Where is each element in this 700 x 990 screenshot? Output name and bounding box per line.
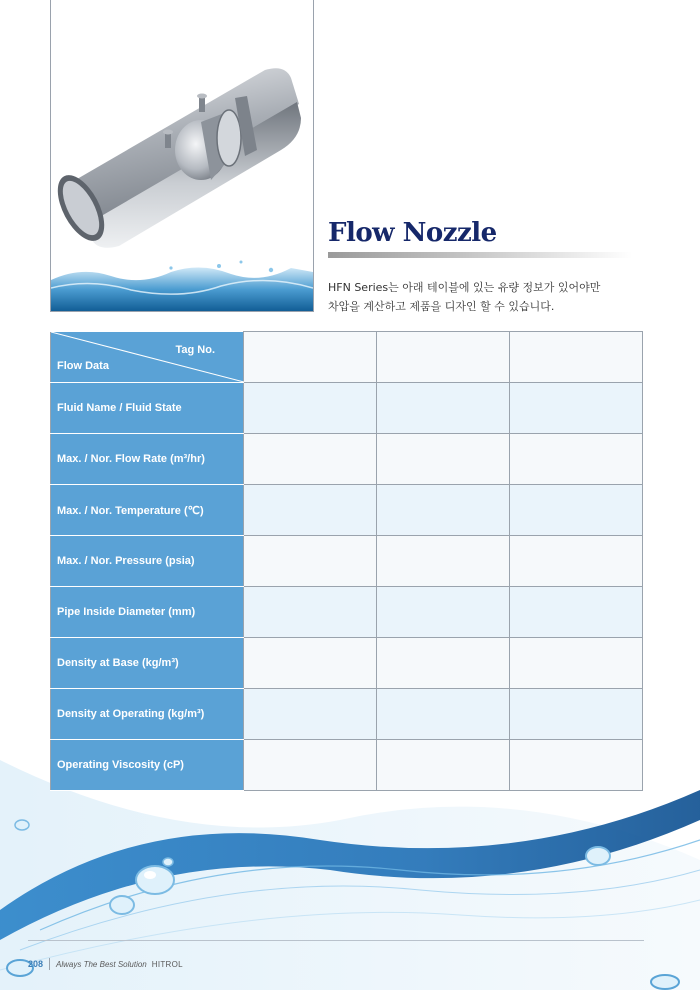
value-cell[interactable] xyxy=(510,740,643,791)
title-underline xyxy=(328,252,632,258)
value-cell[interactable] xyxy=(244,740,377,791)
value-cell[interactable] xyxy=(377,689,510,740)
row-label: Max. / Nor. Temperature (℃) xyxy=(51,485,244,536)
table-row xyxy=(51,383,643,434)
value-cell[interactable] xyxy=(244,638,377,689)
row-label: Max. / Nor. Pressure (psia) xyxy=(51,536,244,587)
value-cell[interactable] xyxy=(510,383,643,434)
page-footer xyxy=(28,958,183,970)
tag-cell[interactable] xyxy=(510,332,643,383)
flow-nozzle-pipe-illustration xyxy=(51,0,313,312)
value-cell[interactable] xyxy=(510,689,643,740)
flow-data-table xyxy=(50,331,643,791)
intro-line-2: 차압을 계산하고 제품을 디자인 할 수 있습니다. xyxy=(328,300,555,313)
tag-no-label: Tag No. xyxy=(175,344,215,356)
value-cell[interactable] xyxy=(377,383,510,434)
table-row xyxy=(51,638,643,689)
footer-brand: HITROL xyxy=(151,959,183,969)
value-cell[interactable] xyxy=(510,587,643,638)
flow-data-label: Flow Data xyxy=(57,360,109,372)
value-cell[interactable] xyxy=(377,434,510,485)
row-label: Fluid Name / Fluid State xyxy=(51,383,244,434)
tag-cell[interactable] xyxy=(377,332,510,383)
value-cell[interactable] xyxy=(377,485,510,536)
table-header-row xyxy=(51,332,643,383)
tag-cell[interactable] xyxy=(244,332,377,383)
table-row xyxy=(51,740,643,791)
value-cell[interactable] xyxy=(510,434,643,485)
footer-divider xyxy=(28,940,644,941)
value-cell[interactable] xyxy=(244,689,377,740)
footer-slogan: Always The Best Solution xyxy=(56,959,147,969)
value-cell[interactable] xyxy=(510,485,643,536)
product-image xyxy=(50,0,314,312)
tag-flow-header-cell xyxy=(51,332,244,383)
intro-line-1: HFN Series는 아래 테이블에 있는 유량 정보가 있어야만 xyxy=(328,281,601,294)
table-row xyxy=(51,536,643,587)
intro-text xyxy=(328,278,668,316)
row-label: Operating Viscosity (cP) xyxy=(51,740,244,791)
value-cell[interactable] xyxy=(244,587,377,638)
value-cell[interactable] xyxy=(244,434,377,485)
page-number: 208 xyxy=(28,959,44,969)
row-label: Density at Operating (kg/m³) xyxy=(51,689,244,740)
table-row xyxy=(51,485,643,536)
row-label: Max. / Nor. Flow Rate (m³/hr) xyxy=(51,434,244,485)
row-label: Pipe Inside Diameter (mm) xyxy=(51,587,244,638)
table-row xyxy=(51,587,643,638)
page-title: Flow Nozzle xyxy=(328,218,497,248)
footer-separator xyxy=(49,958,50,970)
value-cell[interactable] xyxy=(377,638,510,689)
value-cell[interactable] xyxy=(244,485,377,536)
value-cell[interactable] xyxy=(510,638,643,689)
row-label: Density at Base (kg/m³) xyxy=(51,638,244,689)
value-cell[interactable] xyxy=(377,740,510,791)
value-cell[interactable] xyxy=(377,536,510,587)
diagonal-divider xyxy=(51,332,244,382)
table-row xyxy=(51,434,643,485)
value-cell[interactable] xyxy=(244,383,377,434)
table-row xyxy=(51,689,643,740)
value-cell[interactable] xyxy=(244,536,377,587)
value-cell[interactable] xyxy=(510,536,643,587)
value-cell[interactable] xyxy=(377,587,510,638)
